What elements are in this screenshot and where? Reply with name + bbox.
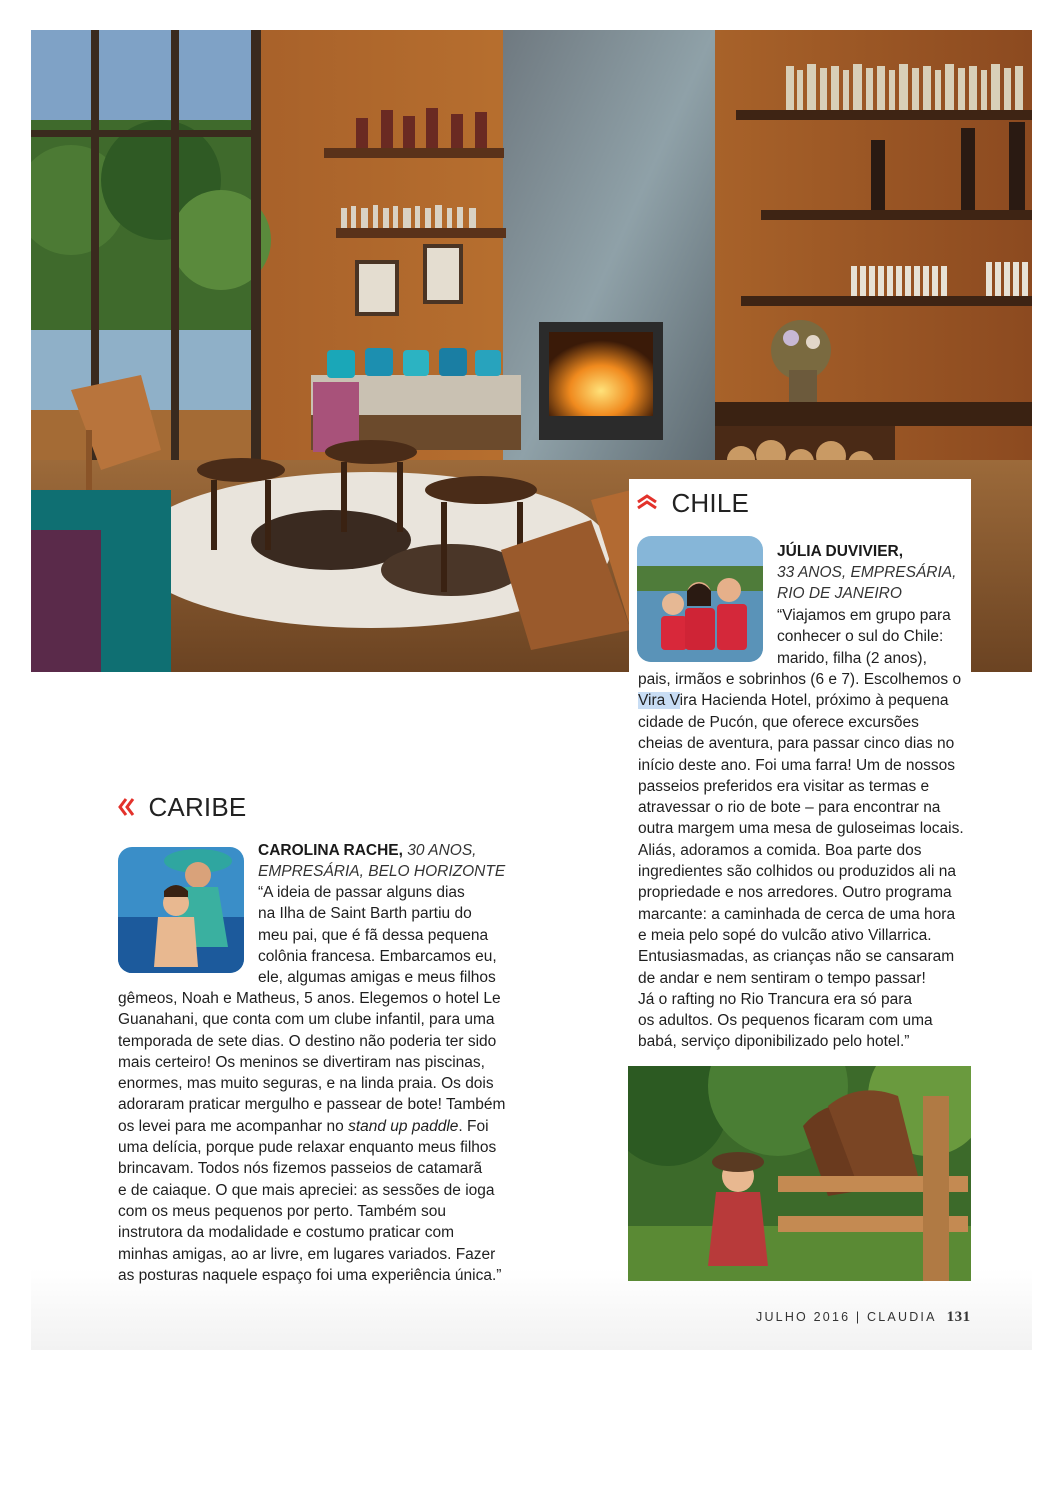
chile-family-thumbnail xyxy=(637,536,763,662)
chile-heading xyxy=(636,488,749,519)
caribe-intro-text: “A ideia de passar alguns dias na Ilha de Saint Barth partiu do meu pai, que é fã dessa pequena colônia francesa. Embarcamos eu, ele, algumas amigas e meus filhos xyxy=(258,884,497,987)
chile-body-line-2: Vira Vira Hacienda Hotel, próximo à pequena xyxy=(638,692,949,709)
chile-heading-text: CHILE xyxy=(671,488,750,518)
caribe-author-line xyxy=(258,840,476,861)
child-horses-photo xyxy=(628,1066,971,1281)
chevron-up-icon xyxy=(636,488,665,518)
chile-author-name: JÚLIA DUVIVIER, xyxy=(777,543,904,560)
caribe-heading-text: CARIBE xyxy=(148,792,247,822)
chile-body-line-1: pais, irmãos e sobrinhos (6 e 7). Escolhemos o xyxy=(638,671,962,688)
text-selection-highlight[interactable]: Vira V xyxy=(638,692,680,709)
caribe-body-text: gêmeos, Noah e Matheus, 5 anos. Elegemos o hotel Le Guanahani, que conta com um clube infantil, para uma temporada de sete dias. O destino não poderia ter sido mais certeiro! Os meninos se divertiram nas piscinas, enormes, mas muito seguras, e na linda praia. Os dois adoraram praticar mergulho e passear de bote! Também os levei para me acompanhar no stand up paddle. Foi uma delícia, porque pude relaxar enquanto meus filhos brincavam. Todos nós fizemos passeios de catamarã e de caiaque. O que mais apreciei: as sessões de ioga com os meus pequenos por perto. Também sou instrutora da modalidade e costumo praticar com minhas amigas, ao ar livre, em lugares variados. Fazer as posturas naquele espaço foi uma experiência única.” xyxy=(118,990,506,1284)
caribe-author-name: CAROLINA RACHE, xyxy=(258,842,403,859)
chile-author-meta-1: 33 ANOS, EMPRESÁRIA, xyxy=(777,564,957,581)
chevron-left-icon xyxy=(117,792,142,822)
chile-body-text: cidade de Pucón, que oferece excursões cheias de aventura, para passar cinco dias no início deste ano. Foi uma farra! Um de nossos passeios preferidos era visitar as termas e atravessar o rio de bote – para encontrar na outra margem uma mesa de guloseimas locais. Aliás, adoramos a comida. Boa parte dos ingredientes são colhidos ou produzidos ali na propriedade e nos arredores. Outro programa marcante: a caminhada de cerca de uma hora e meia pelo sopé do vulcão ativo Villarrica. Entusiasmadas, as crianças não se cansaram de andar e nem sentiram o tempo passar! Já o rafting no Rio Trancura era só para os adultos. Os pequenos ficaram com uma babá, serviço diponibilizado pelo hotel.” xyxy=(638,714,964,1051)
stand-up-paddle-italic: stand up paddle xyxy=(348,1117,459,1135)
page-number: 131 xyxy=(946,1309,971,1325)
chile-author-meta-2: RIO DE JANEIRO xyxy=(777,585,902,602)
page-folio xyxy=(756,1309,971,1326)
caribe-author-meta-2: EMPRESÁRIA, BELO HORIZONTE xyxy=(258,863,506,880)
chile-intro-text: “Viajamos em grupo para conhecer o sul do Chile: marido, filha (2 anos), xyxy=(777,607,951,667)
caribe-heading xyxy=(117,792,246,823)
caribe-author-meta-1: 30 ANOS, xyxy=(402,842,477,859)
caribe-family-thumbnail xyxy=(118,847,244,973)
issue-label: JULHO 2016 | CLAUDIA xyxy=(756,1310,937,1324)
